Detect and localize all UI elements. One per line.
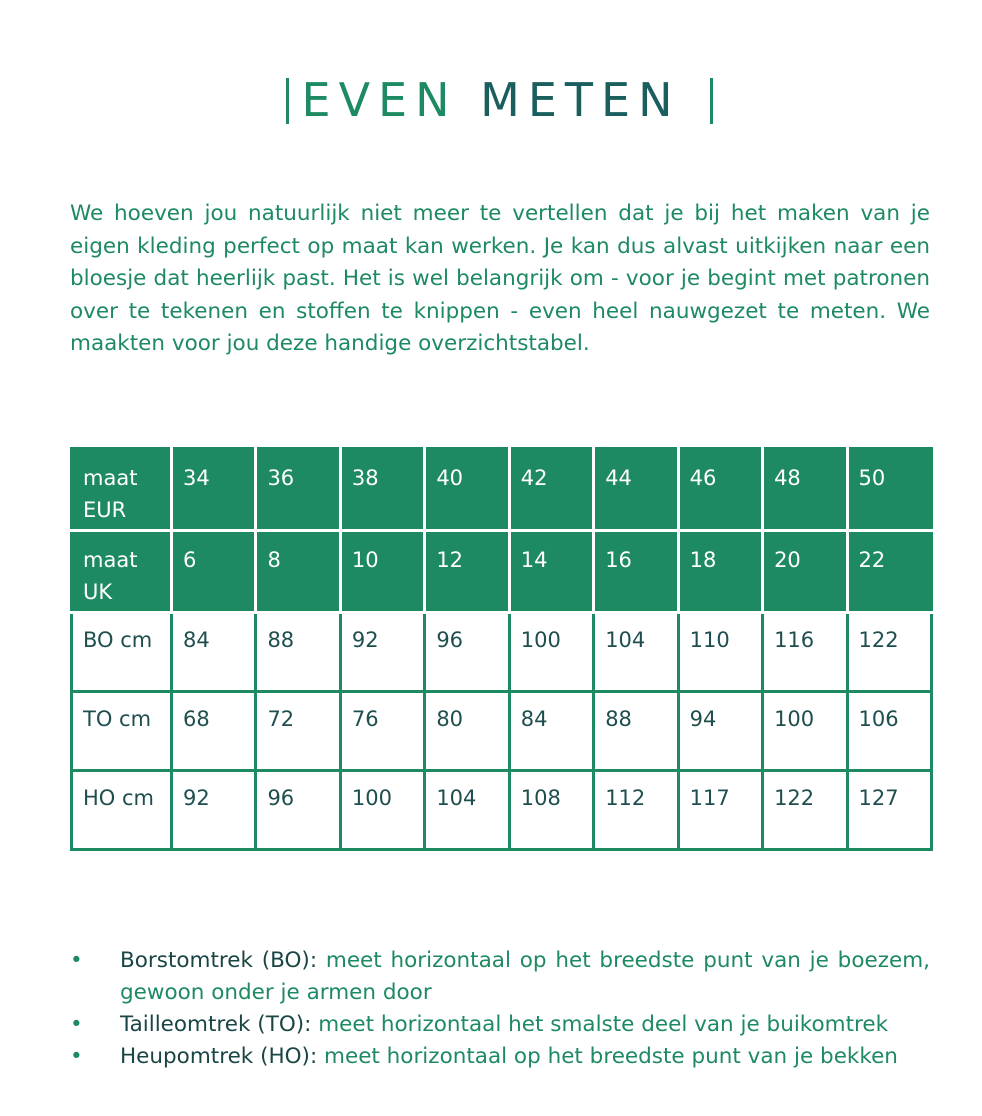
intro-paragraph: We hoeven jou natuurlijk niet meer te vertellen dat je bij het maken van je eigen kleding perfect op maat kan werken. Je kan dus alvast uitkijken naar een bloesje dat heerlijk past. Het is wel belangrijk om - voor je begint met patronen over te tekenen en stoffen te knippen - even heel nauwgezet te meten. We maakten voor jou deze handige overzichtstabel. xyxy=(70,201,930,356)
table-cell: 36 xyxy=(256,449,340,531)
table-row-bo xyxy=(72,613,932,692)
table-cell: 84 xyxy=(172,613,256,692)
table-cell: 117 xyxy=(678,771,762,850)
definition-item-bo xyxy=(70,945,930,1009)
table-cell: 106 xyxy=(847,692,932,771)
table-cell: 72 xyxy=(256,692,340,771)
definition-term: Heupomtrek (HO): xyxy=(120,1044,318,1069)
table-cell: 100 xyxy=(763,692,847,771)
table-cell: 68 xyxy=(172,692,256,771)
table-cell: 88 xyxy=(594,692,678,771)
table-cell: 94 xyxy=(678,692,762,771)
table-row-eur xyxy=(72,449,932,531)
table-cell: 122 xyxy=(763,771,847,850)
table-cell: 110 xyxy=(678,613,762,692)
table-cell: 104 xyxy=(594,613,678,692)
definition-text: meet horizontaal op het breedste punt van je boezem, gewoon onder je armen door xyxy=(120,948,930,1005)
bullet-icon: • xyxy=(70,948,83,973)
bullet-icon: • xyxy=(70,1044,83,1069)
table-row-ho xyxy=(72,771,932,850)
table-cell: 16 xyxy=(594,531,678,613)
table-cell: 116 xyxy=(763,613,847,692)
table-cell: 6 xyxy=(172,531,256,613)
table-cell: 76 xyxy=(340,692,424,771)
table-cell: 92 xyxy=(172,771,256,850)
definition-item-ho xyxy=(70,1041,930,1073)
table-row-to xyxy=(72,692,932,771)
table-cell: 122 xyxy=(847,613,932,692)
table-row-uk xyxy=(72,531,932,613)
row-label: BO cm xyxy=(72,613,172,692)
page-title-word-1: EVEN xyxy=(301,73,458,127)
definition-term: Borstomtrek (BO): xyxy=(120,948,318,973)
table-cell: 50 xyxy=(847,449,932,531)
bullet-icon: • xyxy=(70,1012,83,1037)
row-label: maat UK xyxy=(72,531,172,613)
table-cell: 38 xyxy=(340,449,424,531)
title-divider-right xyxy=(710,78,713,124)
page-title-word-2: METEN xyxy=(480,73,681,127)
table-cell: 112 xyxy=(594,771,678,850)
table-cell: 18 xyxy=(678,531,762,613)
page-title xyxy=(0,72,982,128)
table-cell: 100 xyxy=(340,771,424,850)
definition-text: meet horizontaal het smalste deel van je buikomtrek xyxy=(311,1012,889,1037)
table-cell: 96 xyxy=(425,613,509,692)
table-cell: 10 xyxy=(340,531,424,613)
table-cell: 20 xyxy=(763,531,847,613)
page-title-block xyxy=(0,70,982,130)
table-cell: 88 xyxy=(256,613,340,692)
table-cell: 12 xyxy=(425,531,509,613)
table-cell: 8 xyxy=(256,531,340,613)
definition-item-to xyxy=(70,1009,930,1041)
table-cell: 22 xyxy=(847,531,932,613)
size-table xyxy=(70,447,933,851)
table-cell: 14 xyxy=(509,531,593,613)
table-cell: 40 xyxy=(425,449,509,531)
definition-text: meet horizontaal op het breedste punt van je bekken xyxy=(317,1044,898,1069)
table-cell: 84 xyxy=(509,692,593,771)
definition-term: Tailleomtrek (TO): xyxy=(120,1012,312,1037)
table-cell: 44 xyxy=(594,449,678,531)
table-cell: 104 xyxy=(425,771,509,850)
table-cell: 108 xyxy=(509,771,593,850)
table-cell: 46 xyxy=(678,449,762,531)
table-cell: 96 xyxy=(256,771,340,850)
table-cell: 92 xyxy=(340,613,424,692)
table-cell: 100 xyxy=(509,613,593,692)
table-cell: 127 xyxy=(847,771,932,850)
row-label: HO cm xyxy=(72,771,172,850)
row-label: TO cm xyxy=(72,692,172,771)
definitions-list xyxy=(70,945,930,1073)
table-cell: 48 xyxy=(763,449,847,531)
table-cell: 80 xyxy=(425,692,509,771)
table-cell: 42 xyxy=(509,449,593,531)
row-label: maat EUR xyxy=(72,449,172,531)
table-cell: 34 xyxy=(172,449,256,531)
